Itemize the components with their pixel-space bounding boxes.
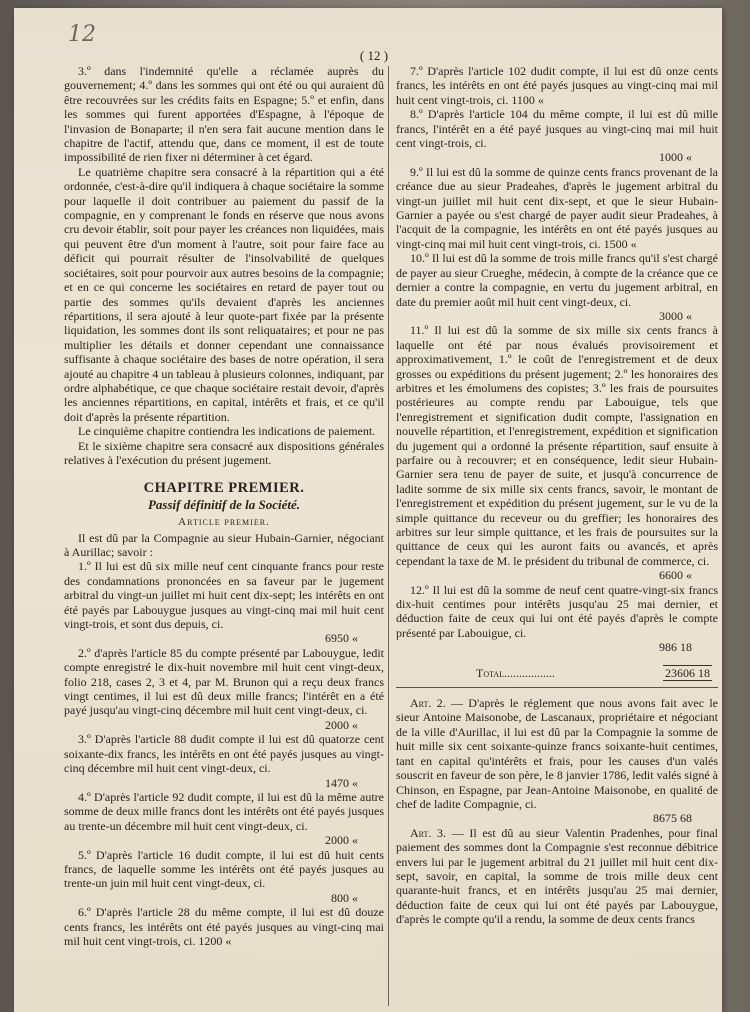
chapter-subtitle: Passif définitif de la Société. bbox=[147, 496, 300, 512]
article-paragraph bbox=[396, 696, 718, 811]
article-label: Art. 3. bbox=[410, 825, 447, 840]
list-item: 5.º D'après l'article 16 dudit compte, il lui est dû huit cents francs, de laquelle somme les intérêts ont été payés jusques au trente-un juin mil huit cent vingt-deux, ci. bbox=[64, 847, 384, 891]
paragraph: Et le sixième chapitre sera consacré aux dispositions générales relatives à l'exécution du présent jugement. bbox=[64, 438, 384, 467]
list-item: 12.º Il lui est dû la somme de neuf cent quatre-vingt-six francs dix-huit centimes pour intérêts jusqu'au 25 mai dernier, et déduction faite de ceux qui lui ont été payés d'après le compte présenté par Labouigue, ci. bbox=[396, 582, 718, 640]
chapter-title: CHAPITRE PREMIER. bbox=[143, 480, 305, 497]
right-column bbox=[396, 64, 718, 927]
item-amount: 8675 68 bbox=[653, 811, 692, 826]
total-value: 23606 18 bbox=[665, 665, 710, 680]
list-item: 8.º D'après l'article 104 du même compte, il lui est dû mille francs, l'intérêt en a été payé jusques au vingt-cinq mai mil huit cent vingt-trois, ci. bbox=[396, 107, 718, 151]
item-amount: 1000 « bbox=[659, 150, 692, 165]
list-item: 6.º D'après l'article 28 du même compte, il lui est dû douze cents francs, les intérêts ont été payés jusques au vingt-cinq mai mil huit cent vingt-trois, ci. 1200 « bbox=[64, 905, 384, 948]
item-amount: 6600 « bbox=[659, 568, 692, 583]
item-amount: 6950 « bbox=[325, 631, 358, 646]
paragraph: Le quatrième chapitre sera consacré à la répartition qui a été ordonnée, c'est-à-dire qu'il indiquera à chaque sociétaire la somme pour laquelle il doit contribuer au paiement du passif de la compagnie, en y comprenant le fonds en réserve que nous avons cru devoir établir, soit pour payer les créances non liquidées, mais qui peuvent être d'un moment à l'autre, soit pour faire face au déficit qui pourrait résulter de l'insolvabilité de quelques sociétaires, soit pour pourvoir aux autres besoins de la compagnie; et en ce qui concerne les sociétaires en retard de payer tout ou partie des sommes qu'ils devaient d'après les anciennes répartitions, il sera ajouté à leur quote-part fixée par la présente liquidation, les sommes dont ils sont reliquataires; et pour ne pas multiplier les détails et donner cependant une connaissance suffisante à chaque sociétaire des bases de notre opération, il sera ajouté au chapitre 4 un tableau à plusieurs colonnes, indiquant, par ordre alphabétique, ce que chaque sociétaire restait devoir, d'après les anciennes répartitions, en capital, intérêts et frais, et ce qu'il doit d'après la présente répartition. bbox=[64, 164, 384, 424]
column-divider bbox=[388, 66, 389, 1006]
article-paragraph bbox=[396, 826, 718, 927]
item-amount: 2000 « bbox=[325, 833, 358, 848]
left-column bbox=[64, 64, 384, 948]
list-item: 7.º D'après l'article 102 dudit compte, il lui est dû onze cents francs, les intérêts en ont été payés jusques au vingt-cinq mai mil huit cent vingt-trois, ci. 1100 « bbox=[396, 64, 718, 107]
item-amount: 3000 « bbox=[659, 308, 692, 323]
item-amount: 2000 « bbox=[325, 717, 358, 732]
list-item: 2.º d'après l'article 85 du compte présenté par Labouygue, ledit compte enregistré le dix-huit novembre mil huit cent vingt-deux, folio 218, cases 2, 3 et 4, par M. Brunon qui a reçu deux francs vingt centimes, il lui est dû deux mille francs; l'intérêt en a été payé jusqu'au vingt-cinq décembre mil huit cent vingt-deux, ci. bbox=[64, 645, 384, 718]
item-amount: 800 « bbox=[331, 890, 358, 905]
item-amount: 986 18 bbox=[659, 640, 692, 655]
total-label: Total................. bbox=[476, 665, 556, 680]
paragraph: Le cinquième chapitre contiendra les indications de paiement. bbox=[78, 424, 376, 439]
divider-rule bbox=[396, 687, 718, 688]
list-item: 4.º D'après l'article 92 dudit compte, il lui est dû la même autre somme de deux mille francs dont les intérêts ont été payés jusques au trente-un décembre mil huit cent vingt-deux, ci. bbox=[64, 789, 384, 833]
list-item: 3.º D'après l'article 88 dudit compte il lui est dû quatorze cent soixante-dix francs, les intérêts en ont été payés jusques au vingt-cinq décembre mil huit cent vingt-deux, ci. bbox=[64, 732, 384, 776]
list-item: 10.º Il lui est dû la somme de trois mille francs qu'il s'est chargé de payer au sieur Crueghe, médecin, à compte de la créance que ce dernier a contre la compagnie, en vertu du jugement arbitral, en date du premier août mil huit cent vingt-deux, ci. bbox=[396, 251, 718, 309]
article-text: — Il est dû au sieur Valentin Pradenhes, pour final paiement des sommes dont la Compagnie s'est reconnue débitrice envers lui par le jugement arbitral du 21 juillet mil huit cent dix-sept, savoir, en capital, la somme de trois mille deux cent quarante-huit francs, et en intérêts jusqu'au 25 mai dernier, déduction faite de ceux qui lui ont été payés par Labouygue, d'après le compte qu'il a rendu, la somme de deux cents francs bbox=[396, 825, 718, 927]
page-number: ( 12 ) bbox=[359, 48, 389, 63]
document-page bbox=[14, 8, 722, 1012]
list-item: 11.º Il lui est dû la somme de six mille six cents francs à laquelle ont été par nous évalués provisoirement et approximativement, 1.º le coût de l'enregistrement et de deux grosses ou expéditions du présent jugement; 2.º les honoraires des arbitres et les émolumens des copistes; 3.º les frais de poursuites postérieures au compte rendu par Labouigue, tels que l'enregistrement et signification dudit compte, l'assignation en nouvelle répartition, et l'enregistrement, expédition et signification du jugement qui a ordonné la présente répartition, sauf ensuite à parfaire ou à recouvrer; et en conséquence, ledit sieur Hubain-Garnier sera tenu de payer de suite, et jusqu'à concurrence de ladite somme de six mille six cents francs, savoir, le montant de l'enregistrement et expédition du présent jugement, sur le vu de la simple quittance du receveur ou du greffier; les honoraires des arbitres sur leur simple quittance, et les frais de poursuites sur la quittance de ceux qui les auront faits ou avancés, et après cependant la taxe de M. le président du tribunal de commerce, ci. bbox=[396, 323, 718, 568]
handwritten-page-note: 12 bbox=[68, 22, 96, 47]
article-heading: Article premier. bbox=[178, 516, 270, 529]
paragraph: 3.º dans l'indemnité qu'elle a réclamée auprès du gouvernement; 4.º dans les sommes qui ont été ou qui auraient dû être recouvrées sur les crédits faits en Espagne; 5.º et enfin, dans les sommes qui furent apportées d'Espagne, à l'époque de l'invasion de Bonaparte; il n'en sera fait aucune mention dans le chapitre de l'actif, attendu que, dans ce moment, il est de toute impossibilité de rien fixer ni déterminer à cet égard. bbox=[64, 64, 384, 165]
item-amount: 1470 « bbox=[325, 775, 358, 790]
article-text: — D'après le réglement que nous avons fait avec le sieur Antoine Maisonobe, de Lascanaux, propriétaire et négociant de la ville d'Aurillac, il lui est dû par la Compagnie la somme de huit mille six cent soixante-quinze francs soixante-huit centimes, tant en capital qu'intérêts et frais, pour les causes d'un valés souscrit en faveur de son père, le 8 janvier 1786, ledit valés signé à Chinson, en Espagne, par Jean-Antoine Maisonobe, en qualité de chef de ladite Compagnie, ci. bbox=[396, 696, 718, 811]
total-row bbox=[396, 661, 718, 681]
article-label: Art. 2. bbox=[410, 696, 446, 711]
list-item: 9.º Il lui est dû la somme de quinze cents francs provenant de la créance due au sieur Pradeahes, d'après le jugement arbitral du vingt-un juillet mil huit cent dix-sept, et que le sieur Hubain-Garnier a payée ou s'est chargé de payer audit sieur Pradeahes, à l'acquit de la compagnie, les intérêts en ont été payés jusques au vingt-cinq mai mil huit cent vingt-trois, ci. 1500 « bbox=[396, 164, 718, 251]
list-item: 1.º Il lui est dû six mille neuf cent cinquante francs pour reste des condamnations prononcées en sa faveur par le jugement arbitral du vingt-un juillet mi huit cent dix-sept; les intérêts en ont été payés par Labouygue jusques au vingt-cinq mai mil huit cent vingt-trois, et sont dus depuis, ci. bbox=[64, 559, 384, 632]
article-intro: Il est dû par la Compagnie au sieur Hubain-Garnier, négociant à Aurillac; savoir : bbox=[64, 530, 384, 559]
